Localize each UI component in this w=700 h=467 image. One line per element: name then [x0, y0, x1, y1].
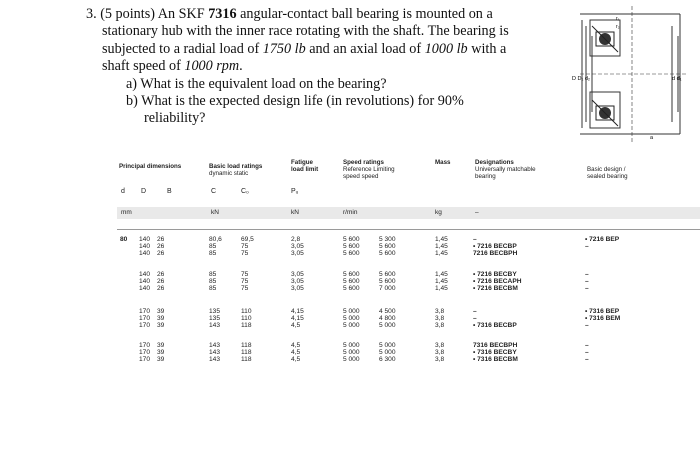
question-part-b-cont: reliability? [144, 110, 206, 127]
cell-C0: 110 [241, 308, 252, 315]
cell-ref: 5 000 [343, 349, 360, 356]
cell-Pu: 4,5 [291, 322, 301, 329]
cell-mass: 1,45 [435, 243, 448, 250]
cell-lim: 5 000 [379, 342, 396, 349]
label-right-dims: d d₁ [672, 76, 682, 82]
header-fatigue: Fatigue load limit [291, 159, 319, 173]
cell-Pu: 4,15 [291, 315, 304, 322]
cell-C0: 75 [241, 250, 249, 257]
cell-ref: 5 000 [343, 322, 360, 329]
cell-ref: 5 000 [343, 342, 360, 349]
unit-dims: mm [121, 209, 132, 216]
label-r2: r₂ [616, 24, 620, 30]
cell-ref: 5 600 [343, 278, 360, 285]
header-mass: Mass [435, 159, 451, 166]
cell-D: 170 [139, 322, 151, 329]
cell-basic: – [585, 278, 589, 285]
cell-C0: 69,5 [241, 236, 254, 243]
header-rule [117, 229, 700, 230]
cell-B: 39 [157, 308, 165, 315]
cell-lim: 5 000 [379, 322, 396, 329]
cell-D: 170 [139, 356, 151, 363]
cell-C: 85 [209, 271, 217, 278]
cell-B: 26 [157, 243, 165, 250]
cell-C: 85 [209, 285, 217, 292]
cell-mass: 1,45 [435, 278, 448, 285]
cell-ref: 5 000 [343, 315, 360, 322]
cell-D: 170 [139, 349, 151, 356]
cell-B: 39 [157, 349, 165, 356]
bearing-table [117, 155, 700, 467]
cell-basic: – [585, 342, 589, 349]
cell-univ: • 7316 BECBM [473, 356, 518, 363]
question-part-a: a) What is the equivalent load on the bearing? [126, 75, 387, 92]
cell-C: 85 [209, 250, 217, 257]
cell-C: 143 [209, 342, 221, 349]
cell-lim: 5 600 [379, 243, 396, 250]
cell-lim: 6 300 [379, 356, 396, 363]
unit-fatigue: kN [291, 209, 299, 216]
cell-univ: • 7316 BECBP [473, 322, 517, 329]
cell-C0: 75 [241, 271, 249, 278]
cell-C0: 110 [241, 315, 252, 322]
cell-D: 170 [139, 342, 151, 349]
ball-bottom [592, 100, 618, 126]
cell-mass: 3,8 [435, 308, 445, 315]
unit-load: kN [211, 209, 219, 216]
cell-D: 140 [139, 250, 151, 257]
symbol-C0: C₀ [241, 188, 249, 195]
cell-univ: • 7216 BECAPH [473, 278, 522, 285]
cell-basic: • 7316 BEP [585, 308, 620, 315]
unit-designations: – [475, 209, 479, 216]
cell-mass: 3,8 [435, 356, 445, 363]
question-line-4: shaft speed of 1000 rpm. [102, 58, 243, 75]
cell-univ: • 7216 BECBY [473, 271, 517, 278]
cell-univ: • 7216 BECBM [473, 285, 518, 292]
question-line-2: stationary hub with the inner race rotating with the shaft. The bearing is [102, 23, 509, 40]
cell-C0: 118 [241, 342, 252, 349]
cell-D: 140 [139, 285, 151, 292]
question-block [86, 6, 556, 128]
cell-lim: 4 500 [379, 308, 396, 315]
symbol-C: C [211, 188, 217, 195]
cell-Pu: 4,5 [291, 349, 301, 356]
cell-mass: 1,45 [435, 271, 448, 278]
cell-univ: • 7216 BECBP [473, 243, 517, 250]
cell-D: 140 [139, 278, 151, 285]
cell-Pu: 3,05 [291, 278, 304, 285]
question-line-1: 3. (5 points) An SKF 7316 angular-contact ball bearing is mounted on a [86, 6, 493, 22]
cell-mass: 1,45 [435, 250, 448, 257]
symbol-Pu: Pᵤ [291, 188, 299, 195]
cell-B: 26 [157, 285, 165, 292]
cell-ref: 5 000 [343, 356, 360, 363]
cell-mass: 3,8 [435, 349, 445, 356]
cell-lim: 5 600 [379, 271, 396, 278]
cell-univ: 7216 BECBPH [473, 250, 518, 257]
cell-univ: 7316 BECBPH [473, 342, 518, 349]
cell-univ: – [473, 315, 477, 322]
header-principal: Principal dimensions [119, 163, 182, 170]
cell-Pu: 2,8 [291, 236, 301, 243]
cell-basic: – [585, 356, 589, 363]
label-r1: r₁ [616, 16, 620, 22]
cell-Pu: 4,5 [291, 342, 301, 349]
cell-lim: 4 800 [379, 315, 396, 322]
symbol-d: d [121, 188, 125, 195]
question-part-b: b) What is the expected design life (in revolutions) for 90% [126, 93, 464, 110]
cell-mass: 1,45 [435, 236, 448, 243]
cell-lim: 5 600 [379, 278, 396, 285]
cell-basic: – [585, 285, 589, 292]
symbol-B: B [167, 188, 172, 195]
cell-B: 39 [157, 356, 165, 363]
cell-basic: – [585, 243, 589, 250]
header-speed: Speed ratings Reference Limiting speed speed [343, 159, 395, 180]
cell-D: 140 [139, 236, 151, 243]
cell-C: 135 [209, 308, 221, 315]
cell-C: 143 [209, 356, 221, 363]
d-value: 80 [120, 236, 128, 243]
cell-C: 143 [209, 349, 221, 356]
cell-D: 140 [139, 243, 151, 250]
question-line-3: subjected to a radial load of 1750 lb and an axial load of 1000 lb with a [102, 40, 507, 57]
cell-lim: 5 300 [379, 236, 396, 243]
cell-mass: 3,8 [435, 342, 445, 349]
cell-B: 26 [157, 236, 165, 243]
cell-D: 170 [139, 315, 151, 322]
cell-ref: 5 600 [343, 271, 360, 278]
cell-C: 85 [209, 278, 217, 285]
cell-Pu: 3,05 [291, 271, 304, 278]
cell-mass: 1,45 [435, 285, 448, 292]
ball-top [592, 26, 618, 52]
cell-D: 170 [139, 308, 151, 315]
cell-B: 39 [157, 315, 165, 322]
header-basic: Basic load ratings dynamic static [209, 163, 263, 177]
cell-mass: 3,8 [435, 322, 445, 329]
cell-C0: 118 [241, 322, 252, 329]
cell-C0: 75 [241, 278, 249, 285]
cell-lim: 7 000 [379, 285, 396, 292]
bearing-diagram [572, 6, 694, 142]
cell-basic: • 7216 BEP [585, 236, 620, 243]
header-designations: Designations Universally matchable bearing [475, 159, 536, 180]
cell-basic: – [585, 322, 589, 329]
cell-basic: – [585, 271, 589, 278]
cell-C: 143 [209, 322, 221, 329]
cell-univ: • 7316 BECBY [473, 349, 517, 356]
header-basic-design: Basic design / sealed bearing [587, 166, 628, 180]
cell-univ: – [473, 308, 477, 315]
unit-speed: r/min [343, 209, 358, 216]
cell-ref: 5 600 [343, 285, 360, 292]
cell-Pu: 4,5 [291, 356, 301, 363]
cell-B: 26 [157, 278, 165, 285]
symbol-D: D [141, 188, 147, 195]
unit-mass: kg [435, 209, 442, 216]
cell-C0: 75 [241, 243, 249, 250]
units-band [117, 207, 700, 219]
cell-Pu: 3,05 [291, 250, 304, 257]
label-left-dims: D D₁ d₂ [572, 76, 591, 82]
cell-C0: 75 [241, 285, 249, 292]
cell-ref: 5 000 [343, 308, 360, 315]
cell-lim: 5 600 [379, 250, 396, 257]
cell-lim: 5 000 [379, 349, 396, 356]
cell-ref: 5 600 [343, 250, 360, 257]
cell-ref: 5 600 [343, 243, 360, 250]
cell-C: 85 [209, 243, 217, 250]
cell-D: 140 [139, 271, 151, 278]
cell-B: 39 [157, 322, 165, 329]
cell-basic: – [585, 349, 589, 356]
cell-B: 26 [157, 250, 165, 257]
cell-B: 39 [157, 342, 165, 349]
cell-ref: 5 600 [343, 236, 360, 243]
cell-mass: 3,8 [435, 315, 445, 322]
cell-Pu: 4,15 [291, 308, 304, 315]
cell-Pu: 3,05 [291, 285, 304, 292]
cell-C: 80,6 [209, 236, 222, 243]
cell-basic: • 7316 BEM [585, 315, 621, 322]
cell-C0: 118 [241, 349, 252, 356]
cell-C0: 118 [241, 356, 252, 363]
label-a: a [650, 135, 654, 141]
cell-C: 135 [209, 315, 221, 322]
cell-Pu: 3,05 [291, 243, 304, 250]
cell-B: 26 [157, 271, 165, 278]
cell-univ: – [473, 236, 477, 243]
